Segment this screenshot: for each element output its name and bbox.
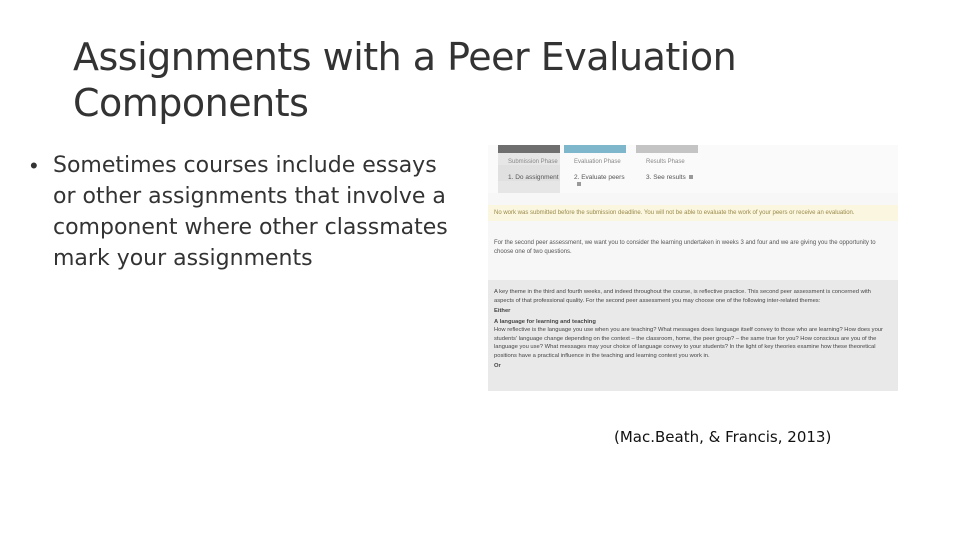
phase-step <box>564 165 626 188</box>
phase-label: Submission Phase <box>508 159 558 165</box>
assessment-content <box>488 280 898 391</box>
deadline-notice: No work was submitted before the submission deadline. You will not be able to evaluate the work of your peers or receive an evaluation. <box>488 205 898 221</box>
embedded-screenshot <box>488 145 898 391</box>
phase-results <box>636 145 698 193</box>
phase-label: Results Phase <box>646 159 685 165</box>
bullet-text: Sometimes courses include essays or other assignments that involve a component where other classmates mark your assignments <box>53 153 448 271</box>
bullet-marker: • <box>30 153 38 178</box>
citation: (Mac.Beath, & Francis, 2013) <box>614 428 832 446</box>
assessment-intro: For the second peer assessment, we want you to consider the learning undertaken in weeks 3 and four and we are giving you the opportunity to choose one of two questions. <box>494 240 876 255</box>
content-either: Either <box>494 308 511 314</box>
lock-icon <box>577 182 581 186</box>
slide-title: Assignments with a Peer Evaluation Components <box>73 35 737 125</box>
phase-step: 1. Do assignment <box>498 165 560 181</box>
content-or: Or <box>494 363 501 369</box>
phase-submission <box>498 145 560 193</box>
content-paragraph-2: How reflective is the language you use when you are teaching? What messages does language itself convey to those who are learning? How does your students' language change depending on the context – the classroom, home, the peer group? – the same true for you? How conscious are you of the language you use? What messages may your choice of language convey to your students? In the light of key theories examine how these theoretical positions have a practical influence in the teaching and learning context you work in. <box>494 327 883 359</box>
phase-label: Evaluation Phase <box>574 159 621 165</box>
content-heading: A language for learning and teaching <box>494 318 596 325</box>
content-paragraph: A key theme in the third and fourth weeks, and indeed throughout the course, is reflective practice. This second peer assessment is concerned with aspects of that professional quality. For the second peer assessment you may choose one of the following inter-related themes: <box>494 289 871 304</box>
phase-step <box>636 165 698 181</box>
phase-step-text: 3. See results <box>646 174 686 181</box>
phase-evaluation <box>564 145 626 193</box>
phase-tabs <box>488 145 898 193</box>
bullet-point <box>30 150 460 274</box>
phase-step-text: 2. Evaluate peers <box>574 174 625 181</box>
lock-icon <box>689 175 693 179</box>
